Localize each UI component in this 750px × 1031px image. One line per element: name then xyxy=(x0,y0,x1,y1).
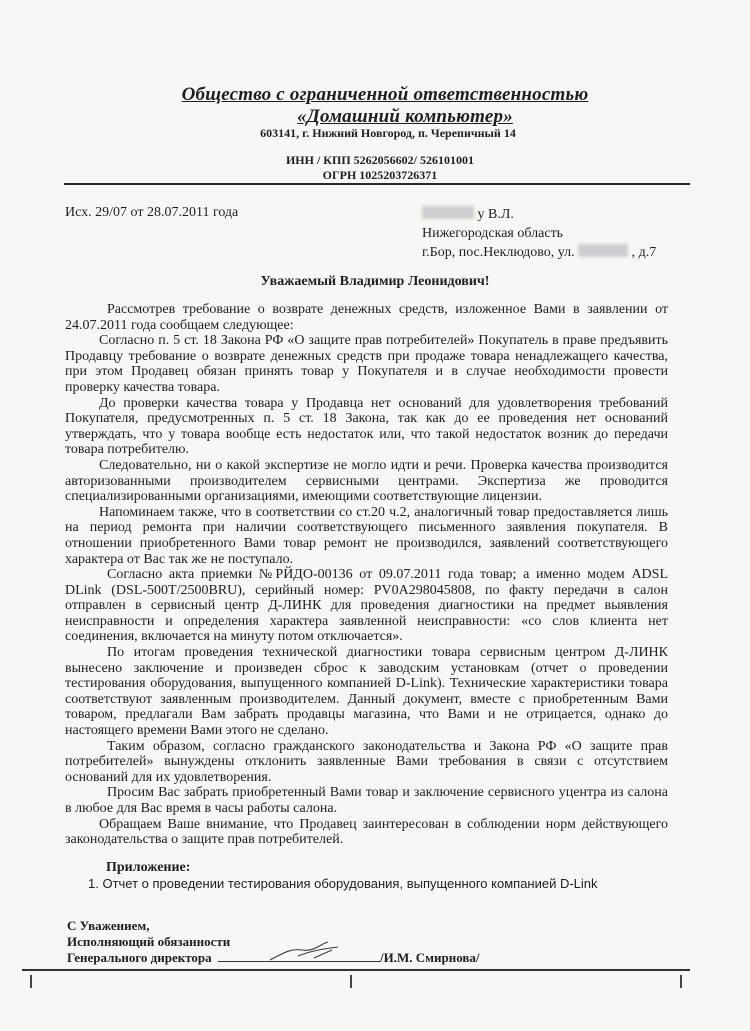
paragraph: Согласно п. 5 ст. 18 Закона РФ «О защите прав потребителей» Покупатель в праве предъявить Продавцу требование о возврате денежных средств при продаже товара ненадлежащего качества, при этом Продавец обязан принять товар у Покупателя и в случае необходимости провести проверку качества товара. xyxy=(65,333,668,395)
redacted-surname xyxy=(422,206,474,219)
paragraph: Обращаем Ваше внимание, что Продавец заинтересован в соблюдении норм действующего законодательства о защите прав потребителей. xyxy=(65,816,668,848)
addressee-address-end: , д.7 xyxy=(631,245,657,260)
org-name-line1: Общество с ограниченной ответственностью xyxy=(181,84,589,105)
addressee-address-start: г.Бор, пос.Неклюдово, ул. xyxy=(422,245,575,260)
attachment-heading: Приложение: xyxy=(106,860,191,875)
bottom-divider xyxy=(22,969,690,971)
paragraph: Согласно акта приемки №РЙДО-00136 от 09.07.2011 года товар; а именно модем ADSL DLink (DSL-500T/2500BRU), серийный номер: PV0A298045808, по факту передачи в салон отправлен в сервисный центр Д-ЛИНК для проведения диагностики на предмет выявления неисправности и определения характера заявленной неисправности: «со слов клиента нет соединения, включается на минуту потом отключается». xyxy=(65,567,668,645)
attachment-item: 1. Отчет о проведении тестирования оборудования, выпущенного компанией D-Link xyxy=(88,876,598,891)
addressee-name: у В.Л. xyxy=(477,207,514,222)
paragraph: Напоминаем также, что в соответствии со ст.20 ч.2, аналогичный товар предоставляется лишь на период ремонта при наличии соответствующего письменного заявления покупателя. В отношении приобретенного Вами товар ремонт не производился, заявлений соответствующего характера от Вас так же не поступало. xyxy=(65,504,668,567)
signature-block xyxy=(67,918,230,966)
addressee-region: Нижегородская область xyxy=(422,226,564,241)
signer-title-1: Исполняющий обязанности xyxy=(67,934,231,949)
letter-body xyxy=(65,302,668,848)
addressee-block xyxy=(422,205,656,262)
org-ogrn: ОГРН 1025203726371 xyxy=(322,168,438,182)
outgoing-reference: Исх. 29/07 от 28.07.2011 года xyxy=(65,205,239,220)
paragraph: Таким образом, согласно гражданского законодательства и Закона РФ «О защите прав потребителей» вынуждены отклонить заявленные Вами требования в связи с отсутствием оснований для их удовлетворения. xyxy=(65,738,668,785)
org-inn-kpp: ИНН / КПП 5262056602/ 526101001 xyxy=(285,153,475,167)
salutation: Уважаемый Владимир Леонидович! xyxy=(260,274,490,289)
paragraph: Рассмотрев требование о возврате денежных средств, изложенное Вами в заявлении от 24.07.2011 года сообщаем следующее: xyxy=(65,302,668,333)
paragraph: Просим Вас забрать приобретенный Вами товар и заключение сервисного уцентра из салона в любое для Вас время в часы работы салона. xyxy=(65,785,668,816)
signer-title-2: Генерального директора xyxy=(67,950,212,965)
bottom-tick-mark xyxy=(350,975,352,988)
redacted-street xyxy=(578,244,628,257)
org-name-line2: «Домашний компьютер» xyxy=(297,106,513,127)
addressee-address-line xyxy=(422,243,656,262)
org-address: 603141, г. Нижний Новгород, п. Черепичный 14 xyxy=(260,126,516,140)
bottom-tick-mark xyxy=(30,975,32,988)
handwritten-signature xyxy=(268,938,348,964)
paragraph: Следовательно, ни о какой экспертизе не могло идти и речи. Проверка качества производится авторизованными производителем сервисными центрами. Экспертиза же проводится специализированными организациями, имеющими соответствующие лицензии. xyxy=(65,457,668,505)
bottom-tick-mark xyxy=(680,975,682,988)
signer-name: /И.М. Смирнова/ xyxy=(380,950,480,965)
paragraph: По итогам проведения технической диагностики товара сервисным центром Д-ЛИНК вынесено заключение и произведен сброс к заводским установкам (отчет о проведении тестирования оборудования, выпущенного компанией D-Link). Технические характеристики товара соответствуют заявленным производителем. Данный документ, вместе с приобретенным Вами товаром, предлагали Вам забрать продавцы магазина, что Вами и не отрицается, однако до настоящего времени Вами этого не сделано. xyxy=(65,645,668,739)
header-divider xyxy=(64,183,690,185)
addressee-name-line xyxy=(422,205,656,224)
closing: С Уважением, xyxy=(67,918,150,933)
paragraph: До проверки качества товара у Продавца нет оснований для удовлетворения требований Покупателя, предусмотренных п. 5 ст. 18 Закона, так как до ее проведения нет оснований утверждать, что у товара вообще есть недостаток или, что такой недостаток возник до передачи товара потребителю. xyxy=(65,395,668,458)
